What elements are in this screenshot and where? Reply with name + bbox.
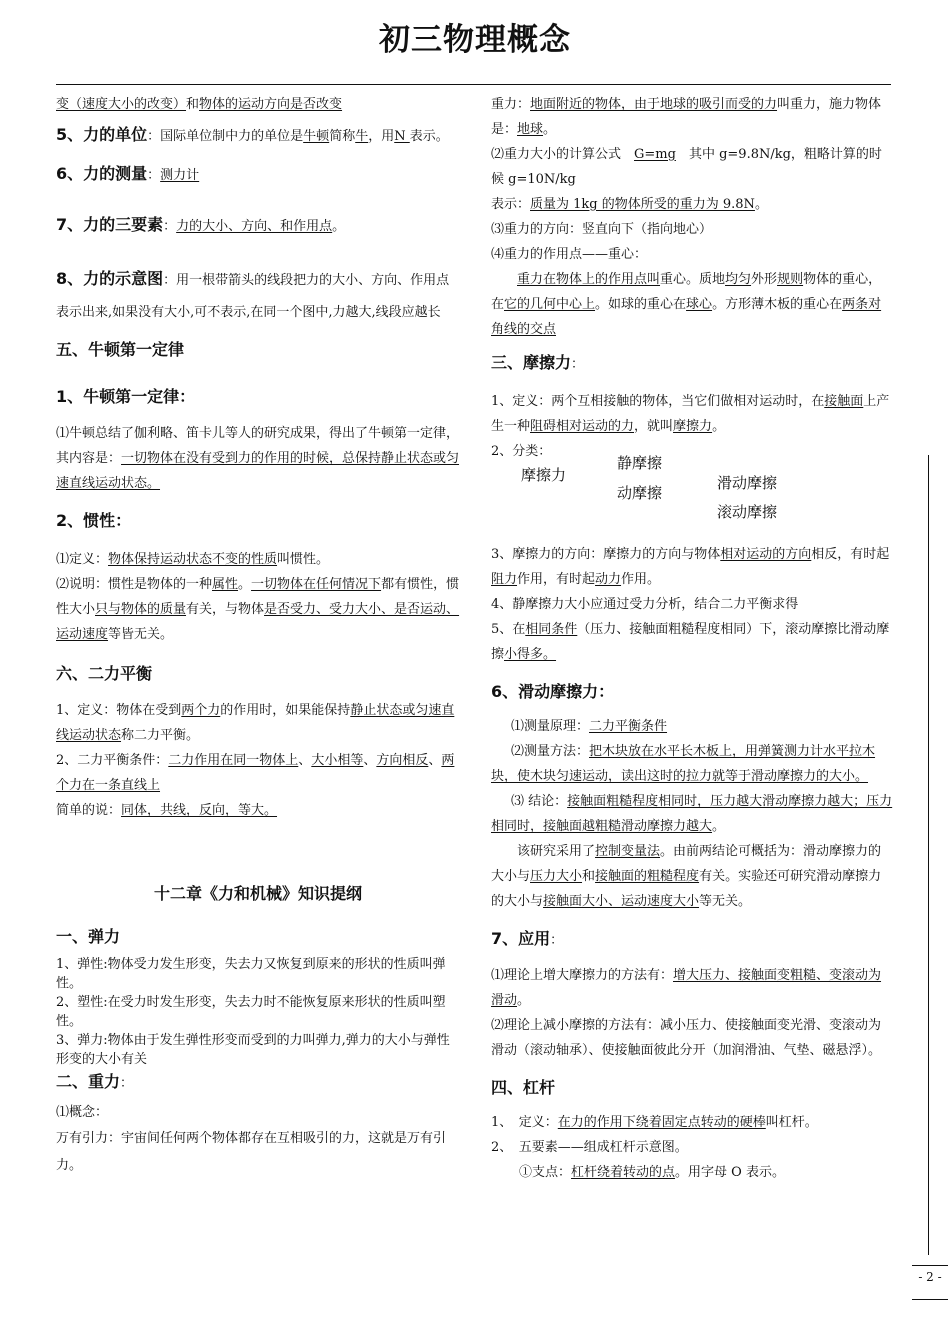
friction-classification — [491, 454, 893, 542]
left-column — [56, 92, 460, 1179]
class-dynamic: 动摩擦 — [617, 484, 663, 502]
paragraph: 1、定义：物体在受到两个力的作用时，如果能保持静止状态或匀速直线运动状态称二力平衡。 — [56, 703, 455, 743]
paragraph: 变（速度大小的改变）和物体的运动方向是否改变 — [56, 97, 343, 112]
paragraph: ⑵理论上减小摩擦的方法有：减小压力、使接触面变光滑、变滚动为滑动（滚动轴承）、使接触面彼此分开（加润滑油、气垫、磁悬浮）。 — [491, 1018, 882, 1058]
paragraph: 2、二力平衡条件：二力作用在同一物体上、大小相等、方向相反、两个力在一条直线上 — [56, 753, 455, 793]
force-measure: 6、力的测量：测力计 — [56, 164, 200, 183]
paragraph: 1、定义：两个互相接触的物体，当它们做相对运动时，在接触面上产生一种阻碍相对运动的力，就叫摩擦力。 — [491, 394, 890, 434]
paragraph: 2、分类： — [491, 444, 552, 459]
page-number-rule — [912, 1265, 948, 1266]
paragraph: ⑵重力大小的计算公式 G=mg 其中 g=9.8N/kg，粗略计算的时候 g=10N/kg — [491, 147, 882, 187]
paragraph: ⑴定义：物体保持运动状态不变的性质叫惯性。 — [56, 552, 330, 567]
paragraph: ⑵说明：惯性是物体的一种属性。一切物体在任何情况下都有惯性，惯性大小只与物体的质量有关，与物体是否受力、受力大小、是否运动、运动速度等皆无关。 — [56, 577, 460, 642]
paragraph: 该研究采用了控制变量法。由前两结论可概括为：滑动摩擦力的大小与压力大小和接触面的粗糙程度有关。实验还可研究滑动摩擦力的大小与接触面大小、运动速度大小等无关。 — [491, 844, 882, 909]
section-heading: 三、摩擦力： — [491, 353, 585, 372]
paragraph: 3、弹力:物体由于发生弹性形变而受到的力叫弹力,弹力的大小与弹性形变的大小有关 — [56, 1033, 450, 1067]
paragraph: ⑴测量原理：二力平衡条件 — [511, 719, 668, 734]
class-rolling: 滚动摩擦 — [717, 503, 778, 521]
paragraph: 1、弹性:物体受力发生形变，失去力又恢复到原来的形状的性质叫弹性。 — [56, 957, 446, 991]
header-rule — [56, 84, 891, 85]
class-root: 摩擦力 — [521, 466, 567, 484]
margin-rule — [928, 455, 929, 1255]
section-heading: 四、杠杆 — [491, 1078, 556, 1097]
paragraph: 2、塑性:在受力时发生形变，失去力时不能恢复原来形状的性质叫塑性。 — [56, 995, 446, 1029]
right-column — [491, 92, 893, 1185]
section-heading: 一、弹力 — [56, 927, 121, 946]
page-number-rule — [912, 1299, 948, 1300]
subsection-heading: 2、惯性： — [56, 511, 132, 530]
paragraph: 重力在物体上的作用点叫重心。质地均匀外形规则物体的重心，在它的几何中心上。如球的重心在球心。方形薄木板的重心在两条对角线的交点 — [491, 272, 882, 337]
subsection-heading: 6、滑动摩擦力： — [491, 682, 615, 701]
page-number: - 2 - — [918, 1270, 942, 1284]
paragraph: ⑴理论上增大摩擦力的方法有：增大压力、接触面变粗糙、变滚动为滑动。 — [491, 968, 882, 1008]
subsection-heading: 7、应用： — [491, 929, 564, 948]
section-heading: 五、牛顿第一定律 — [56, 340, 185, 359]
paragraph: 2、 五要素——组成杠杆示意图。 — [491, 1140, 688, 1155]
paragraph: 3、摩擦力的方向：摩擦力的方向与物体相对运动的方向相反，有时起阻力作用，有时起动力作用。 — [491, 547, 890, 587]
force-unit: 5、力的单位：国际单位制中力的单位是牛顿简称牛，用N 表示。 — [56, 125, 449, 144]
paragraph: ⑶重力的方向：竖直向下（指向地心） — [491, 222, 713, 237]
chapter-heading: 十二章《力和机械》知识提纲 — [153, 884, 362, 903]
paragraph: 简单的说：同体，共线，反向，等大。 — [56, 803, 278, 818]
section-heading: 二、重力： — [56, 1072, 134, 1091]
paragraph: 4、静摩擦力大小应通过受力分析，结合二力平衡求得 — [491, 597, 799, 612]
section-heading: 六、二力平衡 — [56, 664, 153, 683]
paragraph: 5、在相同条件（压力、接触面粗糙程度相同）下，滚动摩擦比滑动摩擦小得多。 — [491, 622, 890, 662]
paragraph: ①支点：杠杆绕着转动的点。用字母 O 表示。 — [519, 1165, 785, 1180]
paragraph: 万有引力：宇宙间任何两个物体都存在互相吸引的力，这就是万有引力。 — [56, 1131, 447, 1173]
class-sliding: 滑动摩擦 — [717, 474, 778, 492]
paragraph: ⑴概念： — [56, 1105, 109, 1120]
force-elements: 7、力的三要素：力的大小、方向、和作用点。 — [56, 215, 346, 234]
subsection-heading: 1、牛顿第一定律： — [56, 387, 196, 406]
paragraph: 1、 定义：在力的作用下绕着固定点转动的硬棒叫杠杆。 — [491, 1115, 818, 1130]
page-title: 初三物理概念 — [379, 22, 571, 58]
class-static: 静摩擦 — [617, 454, 663, 472]
paragraph: 表示：质量为 1kg 的物体所受的重力为 9.8N。 — [491, 197, 768, 212]
paragraph: ⑷重力的作用点——重心： — [491, 247, 648, 262]
paragraph: 重力：地面附近的物体，由于地球的吸引而受的力叫重力，施力物体是：地球。 — [491, 97, 882, 137]
force-diagram: 8、力的示意图：用一根带箭头的线段把力的大小、方向、作用点表示出来,如果没有大小,可不表示,在同一个图中,力越大,线段应越长 — [56, 269, 450, 320]
paragraph: ⑵测量方法：把木块放在水平长木板上，用弹簧测力计水平拉木块，使木块匀速运动，读出这时的拉力就等于滑动摩擦力的大小。 — [491, 744, 876, 784]
paragraph: ⑴牛顿总结了伽利略、笛卡儿等人的研究成果，得出了牛顿第一定律，其内容是：一切物体在没有受到力的作用的时候，总保持静止状态或匀速直线运动状态。 — [56, 426, 460, 491]
paragraph: ⑶ 结论：接触面粗糙程度相同时，压力越大滑动摩擦力越大；压力相同时，接触面越粗糙滑动摩擦力越大。 — [491, 794, 893, 834]
